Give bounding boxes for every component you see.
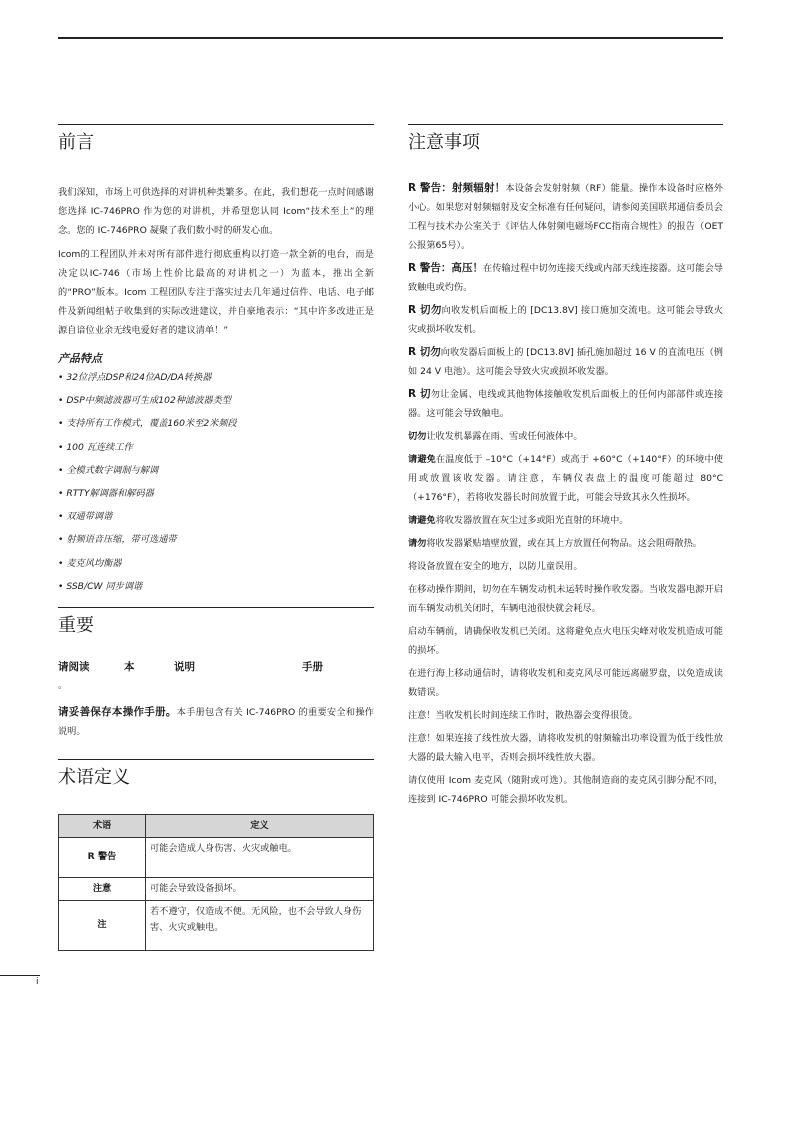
precaution-item	[408, 580, 723, 618]
feature-item: • 麦克风均衡器	[58, 557, 122, 569]
feature-item: • 32位浮点DSP和24位AD/DA转换器	[58, 372, 212, 383]
left-column	[58, 124, 374, 951]
foreword-heading: 前言	[58, 124, 374, 155]
precaution-lead: 请避免	[408, 515, 436, 526]
precaution-text: 启动车辆前，请确保收发机已关闭。这将避免点火电压尖峰对收发机造成可能的损坏。	[408, 626, 723, 656]
feature-item: • 双通带调谐	[58, 511, 113, 523]
terms-heading: 术语定义	[58, 759, 374, 790]
precaution-item	[408, 427, 723, 446]
top-rule	[58, 37, 723, 39]
feature-item: • 支持所有工作模式，覆盖160米至2米频段	[58, 418, 237, 430]
precaution-text: 本设备会发射射频（RF）能量。操作本设备时应格外小心。如果您对射频辐射及安全标准有任何疑问，请参阅美国联邦通信委员会工程与技术办公室关于《评估人体射频电磁场FCC指南合规性》的报告（OET公报第65号）。	[408, 183, 723, 251]
foreword-section	[58, 124, 374, 340]
precaution-text: 向收发器后面板上的 [DC13.8V] 插孔施加超过 16 V 的直流电压（例如 24 V 电池）。这可能会导致火灾或损坏收发器。	[408, 347, 723, 377]
table-row	[59, 900, 374, 950]
precaution-text: 注意！如果连接了线性放大器，请将收发机的射频输出功率设置为低于线性放大器的最大输入电平，否则会损坏线性放大器。	[408, 733, 723, 763]
precaution-item	[408, 450, 723, 507]
page-number: i	[36, 977, 39, 987]
precaution-lead: 请勿	[408, 538, 427, 549]
table-row	[59, 877, 374, 900]
precaution-text: 在温度低于 –10°C（+14°F）或高于 +60°C（+140°F）的环境中使用或放置该收发器。请注意，车辆仪表盘上的温度可能超过 80°C（+176°F），若将收发器长时间放置于此，可能会导致其永久性损坏。	[408, 454, 723, 503]
precautions-heading: 注意事项	[408, 124, 723, 155]
definition-cell: 可能会造成人身伤害、火灾或触电。	[146, 837, 374, 877]
important-word: 请阅读	[58, 660, 90, 673]
precaution-lead: 请避免	[408, 454, 436, 465]
term-cell: 注意	[59, 877, 146, 900]
precaution-item	[408, 706, 723, 725]
precaution-lead: R 切	[408, 388, 431, 400]
features-title: 产品特点	[58, 352, 102, 365]
term-cell: 注	[59, 900, 146, 950]
precaution-item	[408, 179, 723, 255]
precaution-text: 向收发机后面板上的 [DC13.8V] 接口施加交流电。这可能会导致火灾或损坏收发机。	[408, 305, 723, 335]
definition-cell: 若不遵守，仅造成不便。无风险，也不会导致人身伤害、火灾或触电。	[146, 900, 374, 950]
foreword-paragraph-2: Icom的工程团队并未对所有部件进行彻底重构以打造一款全新的电台，而是决定以IC-746（市场上性价比最高的对讲机之一）为蓝本，推出全新的“PRO”版本。Icom 工程团队专注于落实过去几年通过信件、电话、电子邮件及新闻组帖子收集到的实际改进建议，并自豪地表示：“其中许多改进正是源自谙位业余无线电爱好者的建议清单！”	[58, 249, 374, 336]
footer-rule	[0, 975, 40, 976]
important-line-1	[58, 658, 374, 676]
feature-item: • 射频语音压缩，带可选通带	[58, 534, 177, 546]
definition-column-header: 定义	[146, 814, 374, 837]
terms-section	[58, 759, 374, 951]
precaution-lead: R 切勿	[408, 304, 442, 316]
feature-item: • 全模式数字调制与解调	[58, 464, 159, 476]
term-column-header: 术语	[59, 814, 146, 837]
precaution-lead: R 切勿	[408, 346, 441, 358]
precaution-lead: R 警告：射频辐射！	[408, 182, 506, 194]
terms-table	[58, 814, 374, 951]
precaution-item	[408, 557, 723, 576]
precaution-text: 让收发机暴露在雨、雪或任何液体中。	[426, 431, 583, 442]
feature-item: • RTTY解调器和解码器	[58, 487, 154, 499]
precaution-text: 在进行海上移动通信时，请将收发机和麦克风尽可能远离磁罗盘，以免造成读数错误。	[408, 668, 723, 698]
precaution-item	[408, 259, 723, 297]
precaution-text: 将收发器放置在灰尘过多或阳光直射的环境中。	[435, 515, 629, 526]
precaution-item	[408, 622, 723, 660]
precautions-list	[408, 179, 723, 809]
definition-cell: 可能会导致设备损坏。	[146, 877, 374, 900]
important-section	[58, 607, 374, 741]
important-bold: 请妥善保存本操作手册。	[58, 705, 177, 718]
foreword-paragraph-1: 我们深知，市场上可供选择的对讲机种类繁多。在此，我们想花一点时间感谢您选择 IC-746PRO 作为您的对讲机，并希望您认同 Icom“技术至上”的理念。您的 IC-746PRO 凝聚了我们数小时的研发心血。	[58, 187, 374, 236]
important-paragraph-2	[58, 703, 374, 741]
important-word: 手册	[302, 660, 323, 673]
features-section	[58, 350, 374, 593]
features-list	[58, 372, 374, 593]
precaution-item	[408, 729, 723, 767]
table-row	[59, 837, 374, 877]
precaution-text: 注意！当收发机长时间连续工作时，散热器会变得很烫。	[408, 710, 638, 721]
precaution-text: 在传输过程中切勿连接天线或内部天线连接器。这可能会导致触电或灼伤。	[408, 263, 723, 293]
precaution-item	[408, 301, 723, 339]
feature-item: • DSP中频滤波器可生成102种滤波器类型	[58, 395, 231, 407]
precaution-item	[408, 771, 723, 809]
precaution-text: 将设备放置在安全的地方，以防儿童误用。	[408, 561, 583, 572]
important-word: 本	[124, 660, 135, 673]
important-word: 说明	[174, 660, 195, 673]
important-heading: 重要	[58, 607, 374, 638]
precaution-text: 请仅使用 Icom 麦克风（随附或可选）。其他制造商的麦克风引脚分配不同，连接到 IC-746PRO 可能会损坏收发机。	[408, 775, 723, 805]
feature-item: • 100 瓦连续工作	[58, 441, 133, 453]
precaution-text: 将收发器紧贴墙壁放置，或在其上方放置任何物品。这会阻碍散热。	[426, 538, 702, 549]
right-column	[408, 124, 723, 813]
precaution-text: 勿让金属、电线或其他物体接触收发机后面板上的任何内部部件或连接器。这可能会导致触电。	[408, 389, 724, 419]
important-rest: 本手册包含有关 IC-746PRO 的重要安全和操作说明。	[58, 706, 374, 737]
term-cell: R 警告	[59, 837, 146, 877]
precaution-lead: 切勿	[408, 431, 427, 442]
precaution-item	[408, 385, 723, 423]
feature-item: • SSB/CW 同步调谐	[58, 580, 143, 592]
precaution-item	[408, 664, 723, 702]
important-line-end: 。	[58, 679, 68, 691]
precaution-item	[408, 511, 723, 530]
precaution-text: 在移动操作期间，切勿在车辆发动机未运转时操作收发器。当收发器电源开启而车辆发动机关闭时，车辆电池很快就会耗尽。	[408, 584, 723, 614]
precaution-item	[408, 343, 723, 381]
precaution-item	[408, 534, 723, 553]
precaution-lead: R 警告：高压！	[408, 262, 484, 274]
